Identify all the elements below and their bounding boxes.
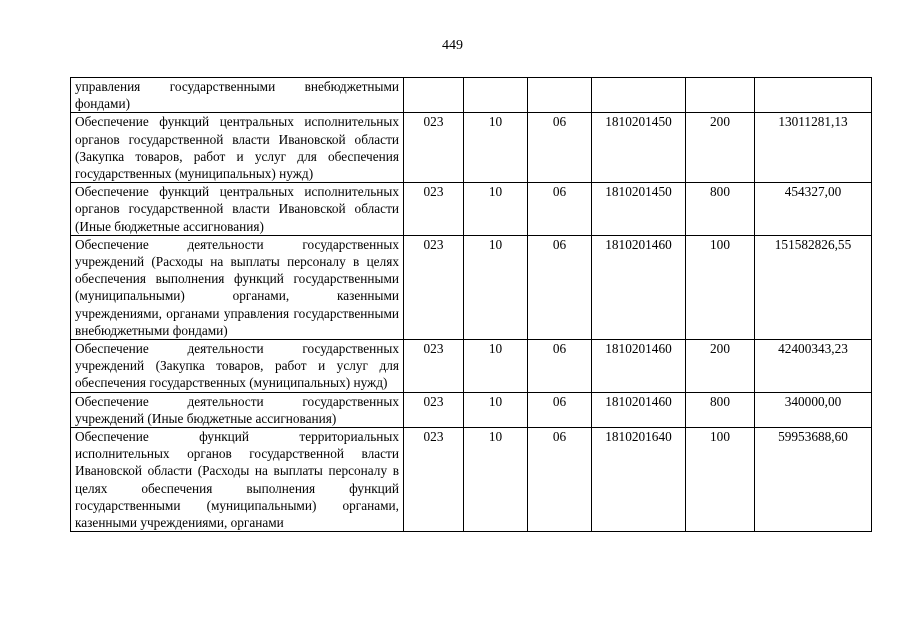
row-rz — [464, 78, 528, 113]
row-rz: 10 — [464, 113, 528, 183]
row-csr: 1810201640 — [592, 428, 686, 532]
row-pr: 06 — [528, 235, 592, 339]
row-ved: 023 — [404, 428, 464, 532]
row-rz: 10 — [464, 183, 528, 236]
row-ved: 023 — [404, 340, 464, 393]
row-description: Обеспечение деятельности государственных учреждений (Закупка товаров, работ и услуг для обеспечения государственных (муниципальных) нужд) — [71, 340, 404, 393]
page-number: 449 — [442, 38, 463, 53]
row-ved: 023 — [404, 113, 464, 183]
row-vr — [686, 78, 755, 113]
row-vr: 200 — [686, 113, 755, 183]
row-amount: 13011281,13 — [755, 113, 872, 183]
row-description: управления государственными внебюджетными фондами) — [71, 78, 404, 113]
row-rz: 10 — [464, 235, 528, 339]
row-amount: 42400343,23 — [755, 340, 872, 393]
row-csr: 1810201450 — [592, 113, 686, 183]
row-ved — [404, 78, 464, 113]
row-amount: 454327,00 — [755, 183, 872, 236]
row-ved: 023 — [404, 392, 464, 427]
table-row — [71, 340, 872, 393]
row-csr: 1810201460 — [592, 340, 686, 393]
table-row — [71, 78, 872, 113]
row-vr: 200 — [686, 340, 755, 393]
row-ved: 023 — [404, 235, 464, 339]
row-description: Обеспечение деятельности государственных учреждений (Иные бюджетные ассигнования) — [71, 392, 404, 427]
table-row — [71, 113, 872, 183]
row-pr: 06 — [528, 183, 592, 236]
row-csr: 1810201460 — [592, 235, 686, 339]
row-description: Обеспечение функций территориальных исполнительных органов государственной власти Ивановской области (Расходы на выплаты персоналу в целях обеспечения выполнения функций государственными (муниципальными) органами, казенными учреждениями, органами — [71, 428, 404, 532]
row-vr: 100 — [686, 235, 755, 339]
row-rz: 10 — [464, 392, 528, 427]
row-pr — [528, 78, 592, 113]
row-csr: 1810201460 — [592, 392, 686, 427]
row-vr: 100 — [686, 428, 755, 532]
row-pr: 06 — [528, 340, 592, 393]
row-rz: 10 — [464, 340, 528, 393]
row-rz: 10 — [464, 428, 528, 532]
row-amount: 59953688,60 — [755, 428, 872, 532]
budget-table — [70, 77, 872, 532]
row-description: Обеспечение функций центральных исполнительных органов государственной власти Ивановской области (Закупка товаров, работ и услуг для обеспечения государственных (муниципальных) нужд) — [71, 113, 404, 183]
row-csr: 1810201450 — [592, 183, 686, 236]
table-row — [71, 183, 872, 236]
table-row — [71, 392, 872, 427]
row-amount: 151582826,55 — [755, 235, 872, 339]
row-pr: 06 — [528, 428, 592, 532]
row-csr — [592, 78, 686, 113]
row-amount — [755, 78, 872, 113]
table-row — [71, 235, 872, 339]
row-vr: 800 — [686, 392, 755, 427]
row-pr: 06 — [528, 113, 592, 183]
row-amount: 340000,00 — [755, 392, 872, 427]
row-description: Обеспечение деятельности государственных учреждений (Расходы на выплаты персоналу в целях обеспечения выполнения функций государственными (муниципальными) органами, казенными учреждениями, органами управления государственными внебюджетными фондами) — [71, 235, 404, 339]
table-row — [71, 428, 872, 532]
row-ved: 023 — [404, 183, 464, 236]
row-description: Обеспечение функций центральных исполнительных органов государственной власти Ивановской области (Иные бюджетные ассигнования) — [71, 183, 404, 236]
row-vr: 800 — [686, 183, 755, 236]
row-pr: 06 — [528, 392, 592, 427]
